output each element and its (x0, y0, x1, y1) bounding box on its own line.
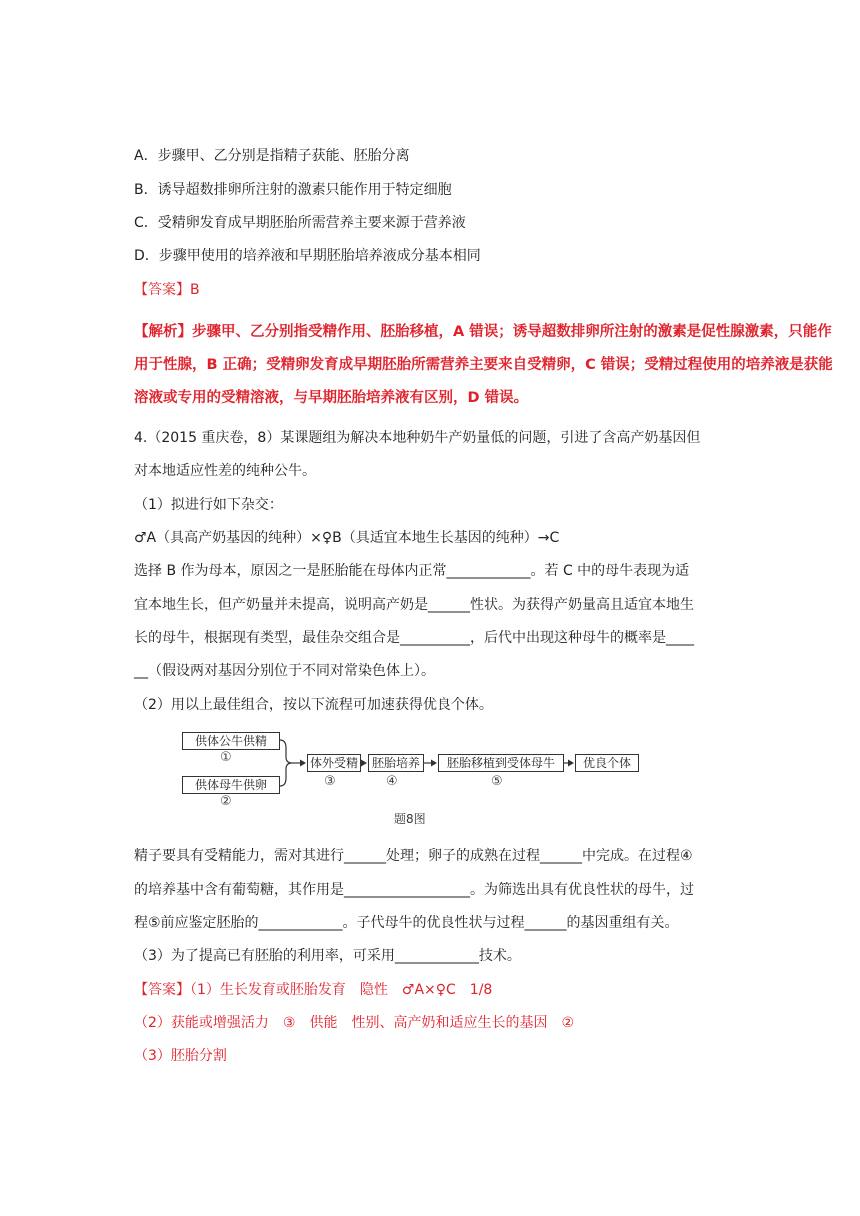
q4-part1-line4: __（假设两对基因分别位于不同对常染色体上）。 (134, 663, 435, 679)
q3-option-b: B．诱导超数排卵所注射的激素只能作用于特定细胞 (134, 182, 452, 198)
diagram-caption: 题8图 (394, 812, 426, 826)
box-sperm-donor: 供体公牛供精 (182, 732, 280, 750)
box-ivf: 体外受精 (307, 754, 361, 772)
q4-part1-line2: 宜本地生长，但产奶量并未提高，说明高产奶是______性状。为获得产奶量高且适宜本地生 (134, 597, 694, 613)
step-number-3: ③ (324, 774, 336, 789)
answer-part1: （1）生长发育或胚胎发育 隐性 ♂A×♀C 1/8 (190, 982, 493, 998)
q4-answer-line1 (134, 980, 492, 1000)
box-embryo-transfer: 胚胎移植到受体母牛 (438, 754, 564, 772)
q4-part2-line1: 精子要具有受精能力，需对其进行______处理；卵子的成熟在过程______中完成。在过程④ (134, 848, 693, 864)
box-embryo-culture: 胚胎培养 (368, 754, 424, 772)
step-number-1: ① (220, 750, 232, 765)
q4-part2-line2: 的培养基中含有葡萄糖，其作用是__________________。为筛选出具有优良性状的母牛，过 (134, 882, 694, 898)
q4-part1-line3: 长的母牛，根据现有类型，最佳杂交组合是__________，后代中出现这种母牛的概率是____ (134, 630, 694, 646)
q4-stem-line2: 对本地适应性差的纯种公牛。 (134, 463, 316, 479)
q3-option-d: D．步骤甲使用的培养液和早期胚胎培养液成分基本相同 (134, 248, 481, 264)
q4-part1-intro: （1）拟进行如下杂交： (134, 497, 283, 513)
q3-option-c: C．受精卵发育成早期胚胎所需营养主要来源于营养液 (134, 215, 466, 231)
box-superior-offspring: 优良个体 (575, 754, 639, 772)
q4-answer-line3: （3）胚胎分割 (134, 1048, 227, 1064)
step-number-2: ② (220, 794, 232, 809)
q4-answer-line2: （2）获能或增强活力 ③ 供能 性别、高产奶和适应生长的基因 ② (134, 1015, 575, 1031)
q3-option-a: A．步骤甲、乙分别是指精子获能、胚胎分离 (134, 148, 410, 164)
q4-stem-line1: 4.（2015 重庆卷，8）某课题组为解决本地种奶牛产奶量低的问题，引进了含高产奶基因但 (134, 430, 701, 446)
step-number-5: ⑤ (491, 774, 503, 789)
flow-diagram (180, 730, 650, 830)
box-egg-donor: 供体母牛供卵 (182, 776, 280, 794)
q4-part2-line3: 程⑤前应鉴定胚胎的____________。子代母牛的优良性状与过程______的基因重组有关。 (134, 915, 679, 931)
step-number-4: ④ (386, 774, 398, 789)
q4-part2-intro: （2）用以上最佳组合，按以下流程可加速获得优良个体。 (134, 697, 493, 713)
q3-analysis: 【解析】步骤甲、乙分别指受精作用、胚胎移植，A 错误；诱导超数排卵所注射的激素是促性腺激素，只能作用于性腺，B 正确；受精卵发育成早期胚胎所需营养主要来自受精卵，C 错误；受精过程使用的培养液是获能溶液或专用的受精溶液，与早期胚胎培养液有区别，D 错误。 (134, 324, 833, 406)
q3-answer: 【答案】B (134, 282, 200, 298)
q4-part3: （3）为了提高已有胚胎的利用率，可采用____________技术。 (134, 948, 521, 964)
q4-cross: ♂A（具高产奶基因的纯种）×♀B（具适宜本地生长基因的纯种）→C (134, 530, 560, 546)
answer-label: 【答案】 (134, 982, 190, 998)
q4-part1-line1: 选择 B 作为母本，原因之一是胚胎能在母体内正常____________。若 C 中的母牛表现为适 (134, 563, 690, 579)
